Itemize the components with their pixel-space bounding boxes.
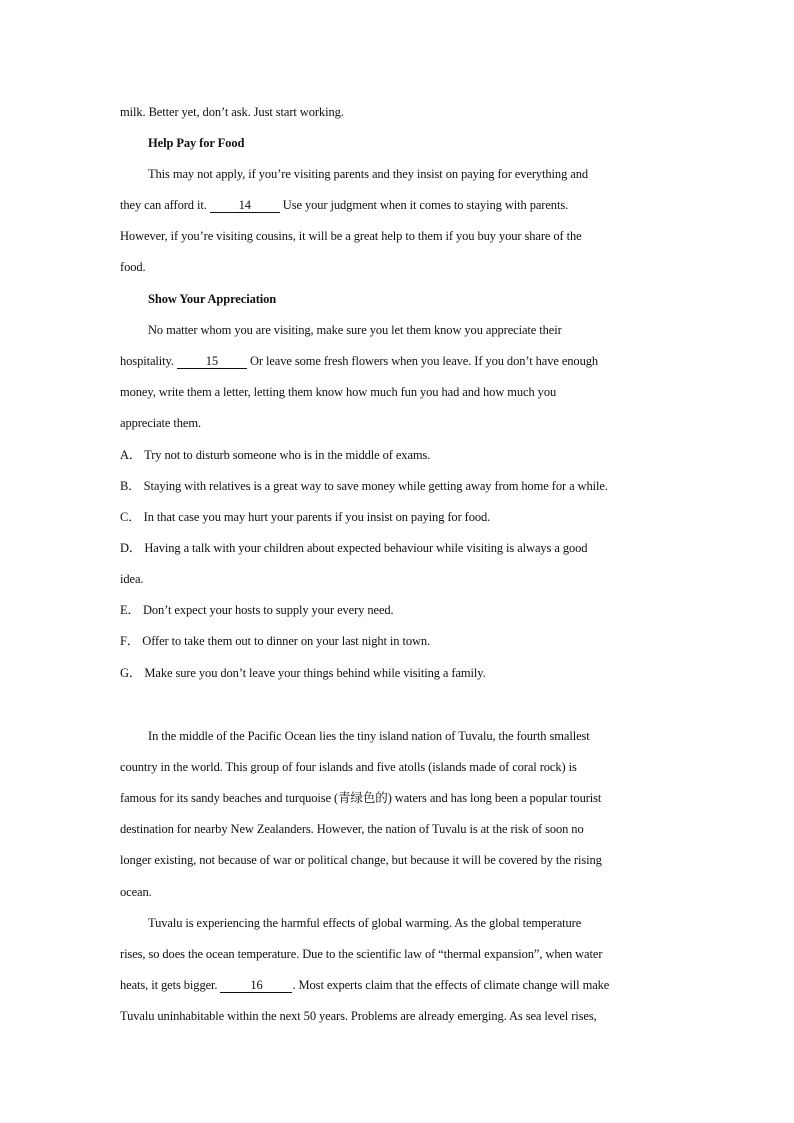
option-g: G． Make sure you don’t leave your things behind while visiting a family. xyxy=(120,666,486,680)
paragraph-line: However, if you’re visiting cousins, it will be a great help to them if you buy your share of the xyxy=(120,229,582,243)
paragraph-text: . Most experts claim that the effects of climate change will make xyxy=(292,978,610,992)
paragraph-line: food. xyxy=(120,260,146,274)
continued-paragraph-line: milk. Better yet, don’t ask. Just start working. xyxy=(120,105,344,119)
paragraph-text: Or leave some fresh flowers when you leave. If you don’t have enough xyxy=(249,354,599,368)
paragraph-line: rises, so does the ocean temperature. Due to the scientific law of “thermal expansion”, when water xyxy=(120,947,603,961)
option-d: D． Having a talk with your children about expected behaviour while visiting is always a good xyxy=(120,541,588,555)
paragraph-line: Tuvalu is experiencing the harmful effects of global warming. As the global temperature xyxy=(148,916,582,930)
paragraph-line: destination for nearby New Zealanders. However, the nation of Tuvalu is at the risk of soon no xyxy=(120,822,584,836)
paragraph-line: ocean. xyxy=(120,885,152,899)
answer-blank-16: 16 xyxy=(220,979,292,993)
option-b: B． Staying with relatives is a great way to save money while getting away from home for a while. xyxy=(120,479,608,493)
paragraph-text: they can afford it. xyxy=(120,198,207,212)
paragraph-line: In the middle of the Pacific Ocean lies the tiny island nation of Tuvalu, the fourth smallest xyxy=(148,729,590,743)
paragraph-text: Use your judgment when it comes to staying with parents. xyxy=(282,198,569,212)
answer-blank-14: 14 xyxy=(210,199,280,213)
heading-show-your-appreciation: Show Your Appreciation xyxy=(148,292,277,306)
paragraph-line: money, write them a letter, letting them know how much fun you had and how much you xyxy=(120,385,557,399)
paragraph-line: Tuvalu uninhabitable within the next 50 years. Problems are already emerging. As sea level rises, xyxy=(120,1009,597,1023)
paragraph-text: heats, it gets bigger. xyxy=(120,978,218,992)
paragraph-line-with-blank xyxy=(120,353,598,369)
answer-blank-15: 15 xyxy=(177,355,247,369)
option-c: C． In that case you may hurt your parents if you insist on paying for food. xyxy=(120,510,491,524)
paragraph-line-with-blank xyxy=(120,197,568,213)
option-a: A． Try not to disturb someone who is in the middle of exams. xyxy=(120,448,431,462)
paragraph-line-with-blank xyxy=(120,977,609,993)
option-f: F． Offer to take them out to dinner on your last night in town. xyxy=(120,634,431,648)
paragraph-line: No matter whom you are visiting, make sure you let them know you appreciate their xyxy=(148,323,562,337)
option-e: E． Don’t expect your hosts to supply your every need. xyxy=(120,603,394,617)
option-d-continued: idea. xyxy=(120,572,144,586)
paragraph-line: country in the world. This group of four islands and five atolls (islands made of coral rock) is xyxy=(120,760,577,774)
paragraph-line: appreciate them. xyxy=(120,416,201,430)
paragraph-line: famous for its sandy beaches and turquoise (青绿色的) waters and has long been a popular tourist xyxy=(120,791,602,805)
paragraph-line: This may not apply, if you’re visiting parents and they insist on paying for everything and xyxy=(148,167,589,181)
paragraph-line: longer existing, not because of war or political change, but because it will be covered by the rising xyxy=(120,853,602,867)
paragraph-text: hospitality. xyxy=(120,354,174,368)
heading-help-pay-for-food: Help Pay for Food xyxy=(148,136,245,150)
